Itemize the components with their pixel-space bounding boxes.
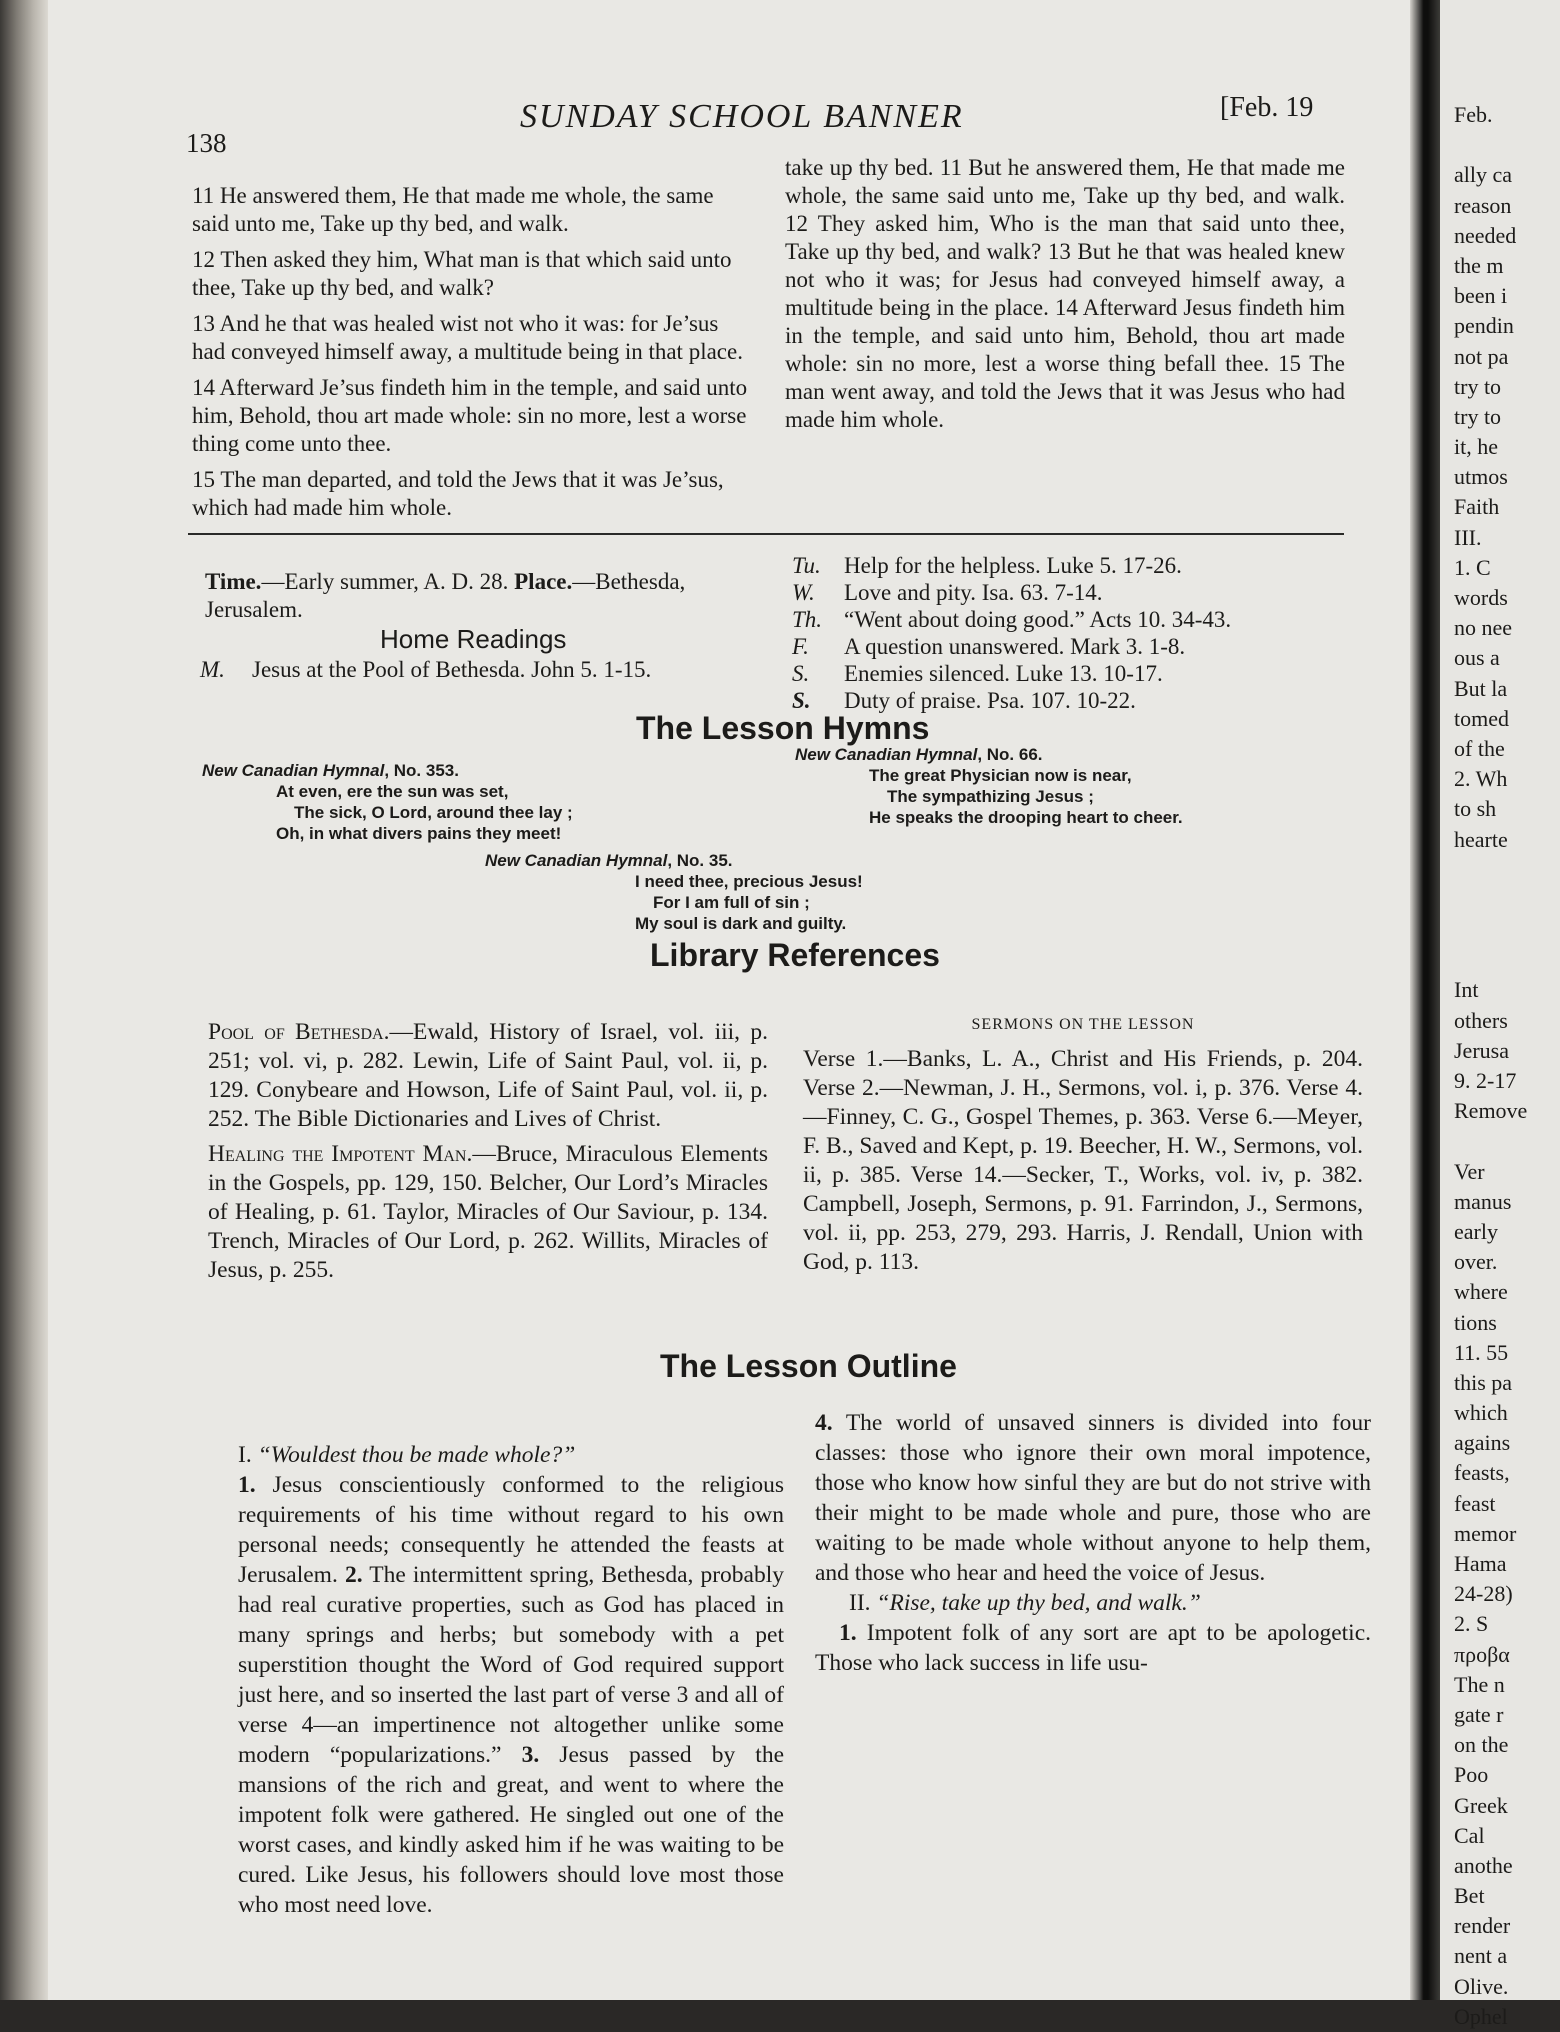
reading-day: W. bbox=[792, 580, 815, 605]
library-references-right bbox=[803, 1010, 1363, 1277]
adjacent-page-line: needed bbox=[1454, 222, 1517, 248]
outline-section-1-title bbox=[238, 1440, 784, 1470]
reading-day: Th. bbox=[792, 607, 823, 632]
point-number: 1. bbox=[238, 1472, 256, 1498]
adjacent-page-line: Poo bbox=[1454, 1762, 1489, 1788]
home-reading-saturday bbox=[792, 660, 1352, 687]
adjacent-page-line bbox=[1454, 855, 1527, 885]
home-reading-monday bbox=[200, 656, 770, 684]
adjacent-page-line: which bbox=[1454, 1400, 1508, 1426]
adjacent-page-line: Cal bbox=[1454, 1822, 1485, 1848]
adjacent-page-line bbox=[1454, 130, 1527, 160]
hymn-line: He speaks the drooping heart to cheer. bbox=[869, 808, 1183, 827]
hymn-title: New Canadian Hymnal bbox=[202, 761, 385, 780]
point-number: 4. bbox=[815, 1410, 833, 1436]
hymn-title: New Canadian Hymnal bbox=[485, 851, 668, 870]
healing-refs bbox=[208, 1140, 768, 1285]
page-date: [Feb. 19 bbox=[1220, 92, 1314, 123]
reading-text: Enemies silenced. Luke 13. 10-17. bbox=[844, 661, 1163, 686]
adjacent-page-line: Int bbox=[1454, 977, 1479, 1003]
time-place bbox=[205, 568, 765, 624]
point-text: Jesus passed by the mansions of the rich and great, and went to where the impotent folk were gathered. He singled out one of the worst cases, and kindly asked him if he was waiting to be cured. Like Jesus, his followers should love most those who most need love. bbox=[238, 1742, 785, 1918]
adjacent-page-line: not pa bbox=[1454, 343, 1509, 369]
adjacent-page-line bbox=[1454, 915, 1527, 945]
adjacent-page-fragment bbox=[1440, 0, 1560, 2029]
adjacent-page-line: Ophel bbox=[1454, 2003, 1508, 2029]
adjacent-page-line: anothe bbox=[1454, 1852, 1513, 1878]
hymn-line: I need thee, precious Jesus! bbox=[635, 872, 863, 891]
healing-label: Healing the Impotent Man. bbox=[208, 1141, 473, 1167]
book-binding bbox=[0, 0, 48, 2000]
outline-section-2-body bbox=[815, 1618, 1371, 1678]
scripture-left-column bbox=[192, 182, 752, 530]
verse-12: 12 Then asked they him, What man is that which said unto thee, Take up thy bed, and walk? bbox=[192, 247, 732, 300]
hymn-line: The great Physician now is near, bbox=[869, 766, 1132, 785]
hymn-number: , No. 35. bbox=[667, 851, 733, 870]
running-title: SUNDAY SCHOOL BANNER bbox=[520, 98, 964, 135]
outline-section-1-body bbox=[238, 1470, 784, 1920]
point-text: Jesus conscientiously conformed to the religious requirements of his time without regard to his own personal needs; consequently he attended the feasts at Jerusalem. bbox=[238, 1472, 784, 1588]
hymn-line: My soul is dark and guilty. bbox=[635, 914, 847, 933]
hymn-number: , No. 353. bbox=[384, 761, 459, 780]
adjacent-page-line: over. bbox=[1454, 1249, 1498, 1275]
verse-11: 11 He answered them, He that made me whole, the same said unto me, Take up thy bed, and walk. bbox=[192, 183, 714, 236]
adjacent-page-line: The n bbox=[1454, 1671, 1505, 1697]
adjacent-page-line: feast bbox=[1454, 1490, 1496, 1516]
reading-text: Jesus at the Pool of Bethesda. John 5. 1-15. bbox=[252, 657, 652, 682]
adjacent-page-line: utmos bbox=[1454, 464, 1508, 490]
hymn-number: , No. 66. bbox=[977, 745, 1043, 764]
sermons-text: Verse 1.—Banks, L. A., Christ and His Friends, p. 204. Verse 2.—Newman, J. H., Sermons, vol. i, p. 376. Verse 4.—Finney, C. G., Gospel Themes, p. 363. Verse 6.—Meyer, F. B., Saved and Kept, p. 19. Beecher, H. W., Sermons, vol. ii, p. 385. Verse 14.—Secker, T., Works, vol. iv, p. 382. Campbell, Joseph, Sermons, p. 91. Farrindon, J., Sermons, vol. ii, pp. 253, 279, 293. Harris, J. Rendall, Union with God, p. 113. bbox=[803, 1046, 1363, 1275]
adjacent-page-line: try to bbox=[1454, 373, 1502, 399]
hymn-66 bbox=[795, 744, 1183, 828]
adjacent-page-line: 11. 55 bbox=[1454, 1339, 1509, 1365]
adjacent-page-line: Jerusa bbox=[1454, 1037, 1509, 1063]
adjacent-page-line bbox=[1454, 885, 1527, 915]
home-reading-tuesday bbox=[792, 552, 1352, 579]
adjacent-page-line: the m bbox=[1454, 252, 1504, 278]
reading-day: S. bbox=[792, 688, 811, 713]
adjacent-page-line: reason bbox=[1454, 192, 1512, 218]
verse-15: 15 The man departed, and told the Jews that it was Je’sus, which had made him whole. bbox=[192, 467, 724, 520]
section-title: “Rise, take up thy bed, and walk.” bbox=[876, 1590, 1201, 1616]
book-gutter bbox=[1410, 0, 1440, 2000]
adjacent-page-line: Remove bbox=[1454, 1098, 1528, 1124]
hymn-line: The sick, O Lord, around thee lay ; bbox=[294, 803, 573, 822]
adjacent-page-line: others bbox=[1454, 1007, 1508, 1033]
pool-of-bethesda-refs bbox=[208, 1018, 768, 1134]
adjacent-page-line: where bbox=[1454, 1279, 1508, 1305]
adjacent-page-text bbox=[1454, 100, 1527, 2032]
adjacent-page-line: agains bbox=[1454, 1430, 1511, 1456]
verse-13: 13 And he that was healed wist not who it was: for Je’sus had conveyed himself away, a multitude being in that place. bbox=[192, 311, 743, 364]
adjacent-page-line bbox=[1454, 945, 1527, 975]
reading-text: Love and pity. Isa. 63. 7-14. bbox=[844, 580, 1103, 605]
adjacent-page-line: memor bbox=[1454, 1520, 1517, 1546]
adjacent-page-line: III. bbox=[1454, 524, 1482, 550]
home-reading-wednesday bbox=[792, 579, 1352, 606]
home-readings-heading: Home Readings bbox=[380, 624, 567, 654]
scripture-right-text: take up thy bed. 11 But he answered them, He that made me whole, the same said unto me, Take up thy bed, and walk. 12 They asked him, Who is the man that said unto thee, Take up thy bed, and walk? 13 But he that was healed knew not who it was; for Jesus had conveyed himself away, a multitude being in the place. 14 Afterward Jesus findeth him in the temple, and said unto him, Behold, thou art made whole: sin no more, lest a worse thing befall thee. 15 The man went away, and told the Jews that it was Jesus who had made him whole. bbox=[785, 155, 1345, 432]
verse-14: 14 Afterward Je’sus findeth him in the temple, and said unto him, Behold, thou art made whole: sin no more, lest a worse thing come unto thee. bbox=[192, 375, 748, 456]
adjacent-page-line: 9. 2-17 bbox=[1454, 1068, 1517, 1093]
adjacent-page-line: Faith bbox=[1454, 494, 1500, 520]
place-label: Place. bbox=[514, 569, 573, 594]
point-number: 3. bbox=[521, 1742, 540, 1768]
hymn-line: The sympathizing Jesus ; bbox=[887, 787, 1094, 806]
adjacent-page-line: Bet bbox=[1454, 1883, 1485, 1909]
adjacent-page-line: tomed bbox=[1454, 705, 1509, 731]
hymn-line: At even, ere the sun was set, bbox=[276, 782, 509, 801]
reading-day: Tu. bbox=[792, 553, 821, 578]
section-title: “Wouldest thou be made whole?” bbox=[257, 1442, 576, 1468]
adjacent-page-line: Olive. bbox=[1454, 1973, 1509, 1999]
adjacent-page-line: words bbox=[1454, 585, 1508, 610]
sermons-heading: SERMONS ON THE LESSON bbox=[971, 1016, 1195, 1033]
adjacent-page-line: tions bbox=[1454, 1309, 1497, 1335]
reading-day: F. bbox=[792, 634, 809, 659]
adjacent-page-line: 2. S bbox=[1454, 1611, 1489, 1637]
adjacent-page-line: Hama bbox=[1454, 1551, 1507, 1576]
adjacent-page-line: pendin bbox=[1454, 313, 1514, 339]
lesson-hymns-heading: The Lesson Hymns bbox=[636, 710, 930, 746]
adjacent-page-line: προβα bbox=[1454, 1641, 1510, 1667]
point-number: 2. bbox=[344, 1562, 363, 1588]
pool-text: —Ewald, History of Israel, vol. iii, p. 251; vol. vi, p. 282. Lewin, Life of Saint Paul, vol. ii, p. 129. Conybeare and Howson, Life of Saint Paul, vol. ii, p. 252. The Bible Dictionaries and Lives of Christ. bbox=[208, 1019, 768, 1132]
adjacent-page-line: nent a bbox=[1454, 1943, 1508, 1969]
outline-point-4 bbox=[815, 1408, 1371, 1588]
adjacent-page-line: no nee bbox=[1454, 615, 1513, 641]
place-value: —Bethesda, Jerusalem. bbox=[205, 569, 686, 622]
hymn-line: For I am full of sin ; bbox=[653, 893, 810, 912]
point-text: The world of unsaved sinners is divided into four classes: those who ignore their own moral impotence, those who know how sinful they are but do not strive with their might to be made whole and pure, those who are waiting to be made whole without anyone to help them, and those who hear and heed the voice of Jesus. bbox=[815, 1410, 1372, 1586]
adjacent-page-line: it, he bbox=[1454, 434, 1498, 460]
adjacent-page-line: feasts, bbox=[1454, 1460, 1510, 1486]
hymn-line: Oh, in what divers pains they meet! bbox=[276, 824, 562, 843]
home-reading-friday bbox=[792, 633, 1352, 660]
reading-text: Help for the helpless. Luke 5. 17-26. bbox=[844, 553, 1182, 578]
time-value: —Early summer, A. D. 28. bbox=[261, 569, 509, 594]
adjacent-page-line bbox=[1454, 1126, 1527, 1156]
adjacent-page-line: been i bbox=[1454, 283, 1508, 309]
lesson-outline-right bbox=[815, 1408, 1371, 1678]
adjacent-page-line: early bbox=[1454, 1218, 1498, 1244]
adjacent-page-line: to sh bbox=[1454, 796, 1497, 822]
adjacent-page-line: 2. Wh bbox=[1454, 766, 1508, 792]
lesson-outline-left bbox=[238, 1440, 784, 1920]
adjacent-page-line: manus bbox=[1454, 1188, 1512, 1214]
home-reading-thursday bbox=[792, 606, 1352, 633]
reading-text: A question unanswered. Mark 3. 1-8. bbox=[844, 634, 1186, 659]
section-number: I. bbox=[238, 1442, 252, 1468]
adjacent-page-line: 1. C bbox=[1454, 554, 1491, 580]
adjacent-page-line: render bbox=[1454, 1913, 1511, 1939]
adjacent-page-line: 24-28) bbox=[1454, 1581, 1513, 1607]
home-readings-list bbox=[792, 552, 1352, 714]
lesson-outline-heading: The Lesson Outline bbox=[660, 1348, 957, 1384]
library-references-left bbox=[208, 1018, 768, 1285]
hymn-353 bbox=[202, 760, 573, 844]
point-number: 1. bbox=[839, 1620, 857, 1646]
adjacent-page-line: this pa bbox=[1454, 1369, 1513, 1395]
horizontal-rule bbox=[188, 533, 1344, 535]
adjacent-page-line: But la bbox=[1454, 675, 1508, 701]
hymn-title: New Canadian Hymnal bbox=[795, 745, 978, 764]
outline-section-2-title bbox=[815, 1588, 1371, 1618]
adjacent-page-line: Feb. bbox=[1454, 102, 1493, 127]
adjacent-page-line: of the bbox=[1454, 735, 1505, 761]
page-number: 138 bbox=[186, 128, 227, 158]
adjacent-page-line: Greek bbox=[1454, 1792, 1508, 1818]
reading-day: S. bbox=[792, 661, 810, 686]
hymn-35 bbox=[485, 850, 863, 934]
section-number: II. bbox=[849, 1590, 871, 1616]
adjacent-page-line: ally ca bbox=[1454, 162, 1513, 188]
point-text: The intermittent spring, Bethesda, probably had real curative properties, such as God has placed in many springs and herbs; but somebody with a pet superstition thought the Word of God required support just here, and so inserted the last part of verse 3 and all of verse 4—an impertinence not altogether unlike some modern “popularizations.” bbox=[238, 1562, 785, 1768]
adjacent-page-line: hearte bbox=[1454, 826, 1508, 852]
adjacent-page-line: on the bbox=[1454, 1732, 1509, 1758]
reading-text: “Went about doing good.” Acts 10. 34-43. bbox=[844, 607, 1232, 632]
reading-text: Duty of praise. Psa. 107. 10-22. bbox=[844, 688, 1136, 713]
time-label: Time. bbox=[205, 569, 262, 594]
adjacent-page-line: gate r bbox=[1454, 1701, 1504, 1727]
pool-label: Pool of Bethesda. bbox=[208, 1019, 390, 1045]
reading-day: M. bbox=[200, 657, 225, 682]
point-text: Impotent folk of any sort are apt to be apologetic. Those who lack success in life usu- bbox=[815, 1620, 1371, 1676]
library-references-heading: Library References bbox=[650, 937, 940, 973]
adjacent-page-line: try to bbox=[1454, 403, 1502, 429]
healing-text: —Bruce, Miraculous Elements in the Gospels, pp. 129, 150. Belcher, Our Lord’s Miracles of Healing, p. 61. Taylor, Miracles of Our Saviour, p. 134. Trench, Miracles of Our Lord, p. 262. Willits, Miracles of Jesus, p. 255. bbox=[208, 1141, 768, 1283]
adjacent-page-line: ous a bbox=[1454, 645, 1500, 671]
scripture-right-column bbox=[785, 154, 1345, 442]
adjacent-page-line: Ver bbox=[1454, 1158, 1485, 1184]
